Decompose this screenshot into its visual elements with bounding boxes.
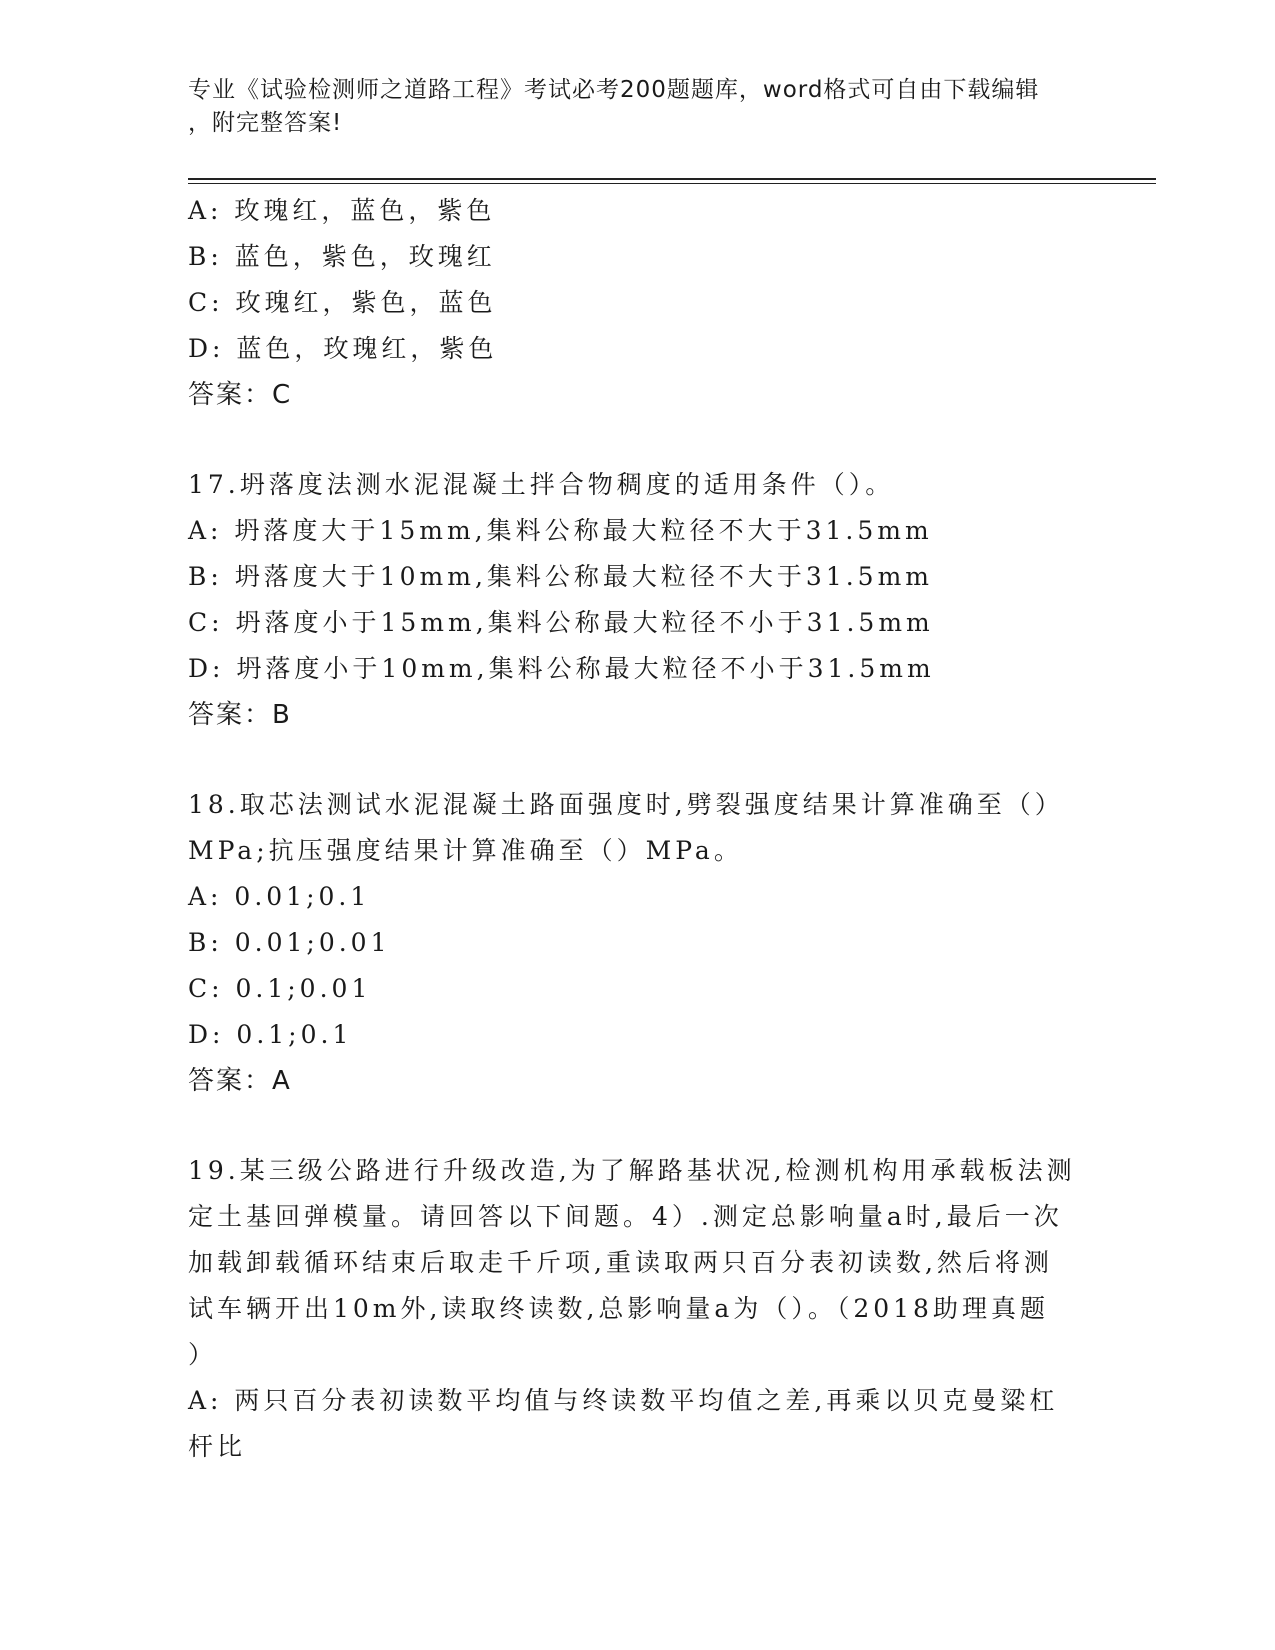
header-title-line-2: ，附完整答案! — [188, 110, 343, 136]
question-text-line-2: 定土基回弹模量。请回答以下间题。4）.测定总影响量a时,最后一次 — [188, 1202, 1063, 1231]
question-17 — [188, 462, 1088, 738]
option-d: D: 蓝色，玫瑰红，紫色 — [188, 334, 498, 363]
question-18 — [188, 782, 1088, 1104]
option-a: A: 0.01;0.1 — [188, 882, 371, 911]
question-text-line-1: 18.取芯法测试水泥混凝土路面强度时,劈裂强度结果计算准确至（） — [188, 790, 1064, 819]
question-text-line-4: 试车辆开出10m外,读取终读数,总影响量a为（）。（2018助理真题 — [188, 1294, 1049, 1323]
option-a: A: 坍落度大于15mm,集料公称最大粒径不大于31.5mm — [188, 516, 933, 545]
option-b: B: 0.01;0.01 — [188, 928, 391, 957]
answer: 答案：B — [188, 700, 292, 730]
option-d: D: 0.1;0.1 — [188, 1020, 353, 1049]
question-16 — [188, 188, 1088, 418]
option-a-line-1: A: 两只百分表初读数平均值与终读数平均值之差,再乘以贝克曼粱杠 — [188, 1386, 1059, 1415]
answer: 答案：C — [188, 380, 293, 410]
option-c: C: 0.1;0.01 — [188, 974, 372, 1003]
header-divider-thick — [188, 178, 1156, 180]
option-b: B: 坍落度大于10mm,集料公称最大粒径不大于31.5mm — [188, 562, 933, 591]
header-divider-thin — [188, 183, 1156, 184]
option-b: B: 蓝色，紫色，玫瑰红 — [188, 242, 496, 271]
spacer — [188, 738, 1088, 782]
question-text: 17.坍落度法测水泥混凝土拌合物稠度的适用条件（）。 — [188, 470, 895, 499]
option-c: C: 玫瑰红，紫色，蓝色 — [188, 288, 497, 317]
spacer — [188, 418, 1088, 462]
header-title-line-1: 专业《试验检测师之道路工程》考试必考200题题库，word格式可自由下载编辑 — [188, 77, 1040, 103]
question-text-line-1: 19.某三级公路进行升级改造,为了解路基状况,检测机构用承载板法测 — [188, 1156, 1076, 1185]
option-d: D: 坍落度小于10mm,集料公称最大粒径不小于31.5mm — [188, 654, 935, 683]
question-19 — [188, 1148, 1088, 1470]
question-text-line-5: ） — [188, 1340, 218, 1369]
option-a: A: 玫瑰红，蓝色，紫色 — [188, 196, 496, 225]
option-c: C: 坍落度小于15mm,集料公称最大粒径不小于31.5mm — [188, 608, 934, 637]
question-text-line-3: 加载卸载循环结束后取走千斤项,重读取两只百分表初读数,然后将测 — [188, 1248, 1053, 1277]
document-header — [188, 74, 1068, 140]
option-a-line-2: 杆比 — [188, 1432, 247, 1461]
spacer — [188, 1104, 1088, 1148]
answer: 答案：A — [188, 1066, 292, 1096]
question-list — [188, 188, 1088, 1470]
question-text-line-2: MPa;抗压强度结果计算准确至（）MPa。 — [188, 836, 743, 865]
